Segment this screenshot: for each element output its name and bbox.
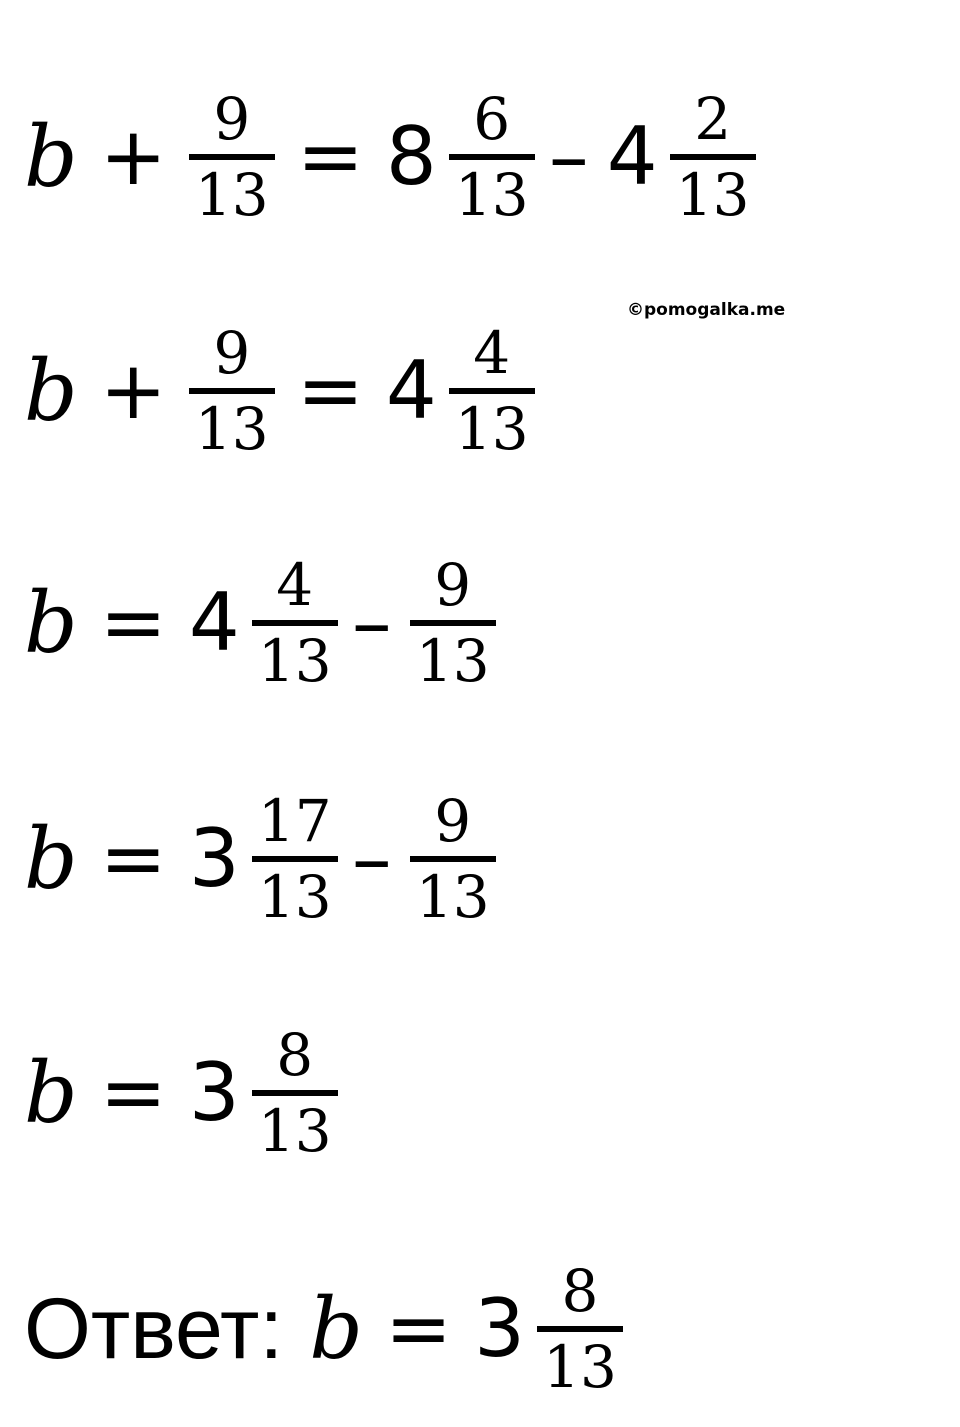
whole-part: 4 [385, 344, 437, 437]
minus-sign: – [351, 576, 392, 669]
variable: b [24, 342, 78, 440]
equals-sign: = [385, 1282, 453, 1375]
variable: b [24, 108, 78, 206]
whole-part: 8 [385, 110, 437, 203]
fraction [252, 1021, 338, 1165]
answer-label: Ответ: [24, 1281, 284, 1377]
fraction [189, 85, 275, 229]
whole-part: 3 [188, 812, 240, 905]
answer-line [24, 1244, 623, 1414]
numerator: 17 [257, 787, 332, 855]
fraction [670, 85, 756, 229]
equals-sign: = [99, 1046, 167, 1139]
whole-part: 4 [606, 110, 658, 203]
numerator: 9 [213, 85, 251, 153]
numerator: 4 [276, 551, 314, 619]
numerator: 6 [473, 85, 511, 153]
denominator: 13 [194, 161, 269, 229]
equals-sign: = [296, 110, 364, 203]
numerator: 4 [473, 319, 511, 387]
denominator: 13 [415, 627, 490, 695]
fraction [410, 551, 496, 695]
minus-sign: – [548, 110, 589, 203]
equation-line-1 [24, 72, 756, 242]
whole-part: 3 [188, 1046, 240, 1139]
equation-line-5 [24, 1008, 338, 1178]
equation-line-3 [24, 538, 496, 708]
fraction [252, 787, 338, 931]
denominator: 13 [454, 161, 529, 229]
whole-part: 3 [474, 1282, 525, 1375]
fraction [189, 319, 275, 463]
fraction [410, 787, 496, 931]
numerator: 8 [561, 1257, 599, 1325]
denominator: 13 [454, 395, 529, 463]
variable: b [309, 1280, 364, 1378]
plus-sign: + [99, 344, 167, 437]
equation-line-4 [24, 774, 496, 944]
numerator: 9 [213, 319, 251, 387]
equals-sign: = [99, 812, 167, 905]
fraction [537, 1257, 623, 1401]
denominator: 13 [194, 395, 269, 463]
numerator: 2 [694, 85, 732, 153]
variable: b [24, 810, 78, 908]
equation-line-2 [24, 306, 535, 476]
denominator: 13 [257, 627, 332, 695]
variable: b [24, 1044, 78, 1142]
denominator: 13 [675, 161, 750, 229]
fraction [449, 85, 535, 229]
watermark: ©pomogalka.me [627, 300, 786, 320]
denominator: 13 [543, 1333, 617, 1401]
numerator: 9 [434, 787, 472, 855]
minus-sign: – [351, 812, 392, 905]
fraction [449, 319, 535, 463]
plus-sign: + [99, 110, 167, 203]
denominator: 13 [257, 1097, 332, 1165]
denominator: 13 [415, 863, 490, 931]
whole-part: 4 [188, 576, 240, 669]
numerator: 8 [276, 1021, 314, 1089]
denominator: 13 [257, 863, 332, 931]
fraction [252, 551, 338, 695]
equals-sign: = [99, 576, 167, 669]
variable: b [24, 574, 78, 672]
numerator: 9 [434, 551, 472, 619]
equals-sign: = [296, 344, 364, 437]
